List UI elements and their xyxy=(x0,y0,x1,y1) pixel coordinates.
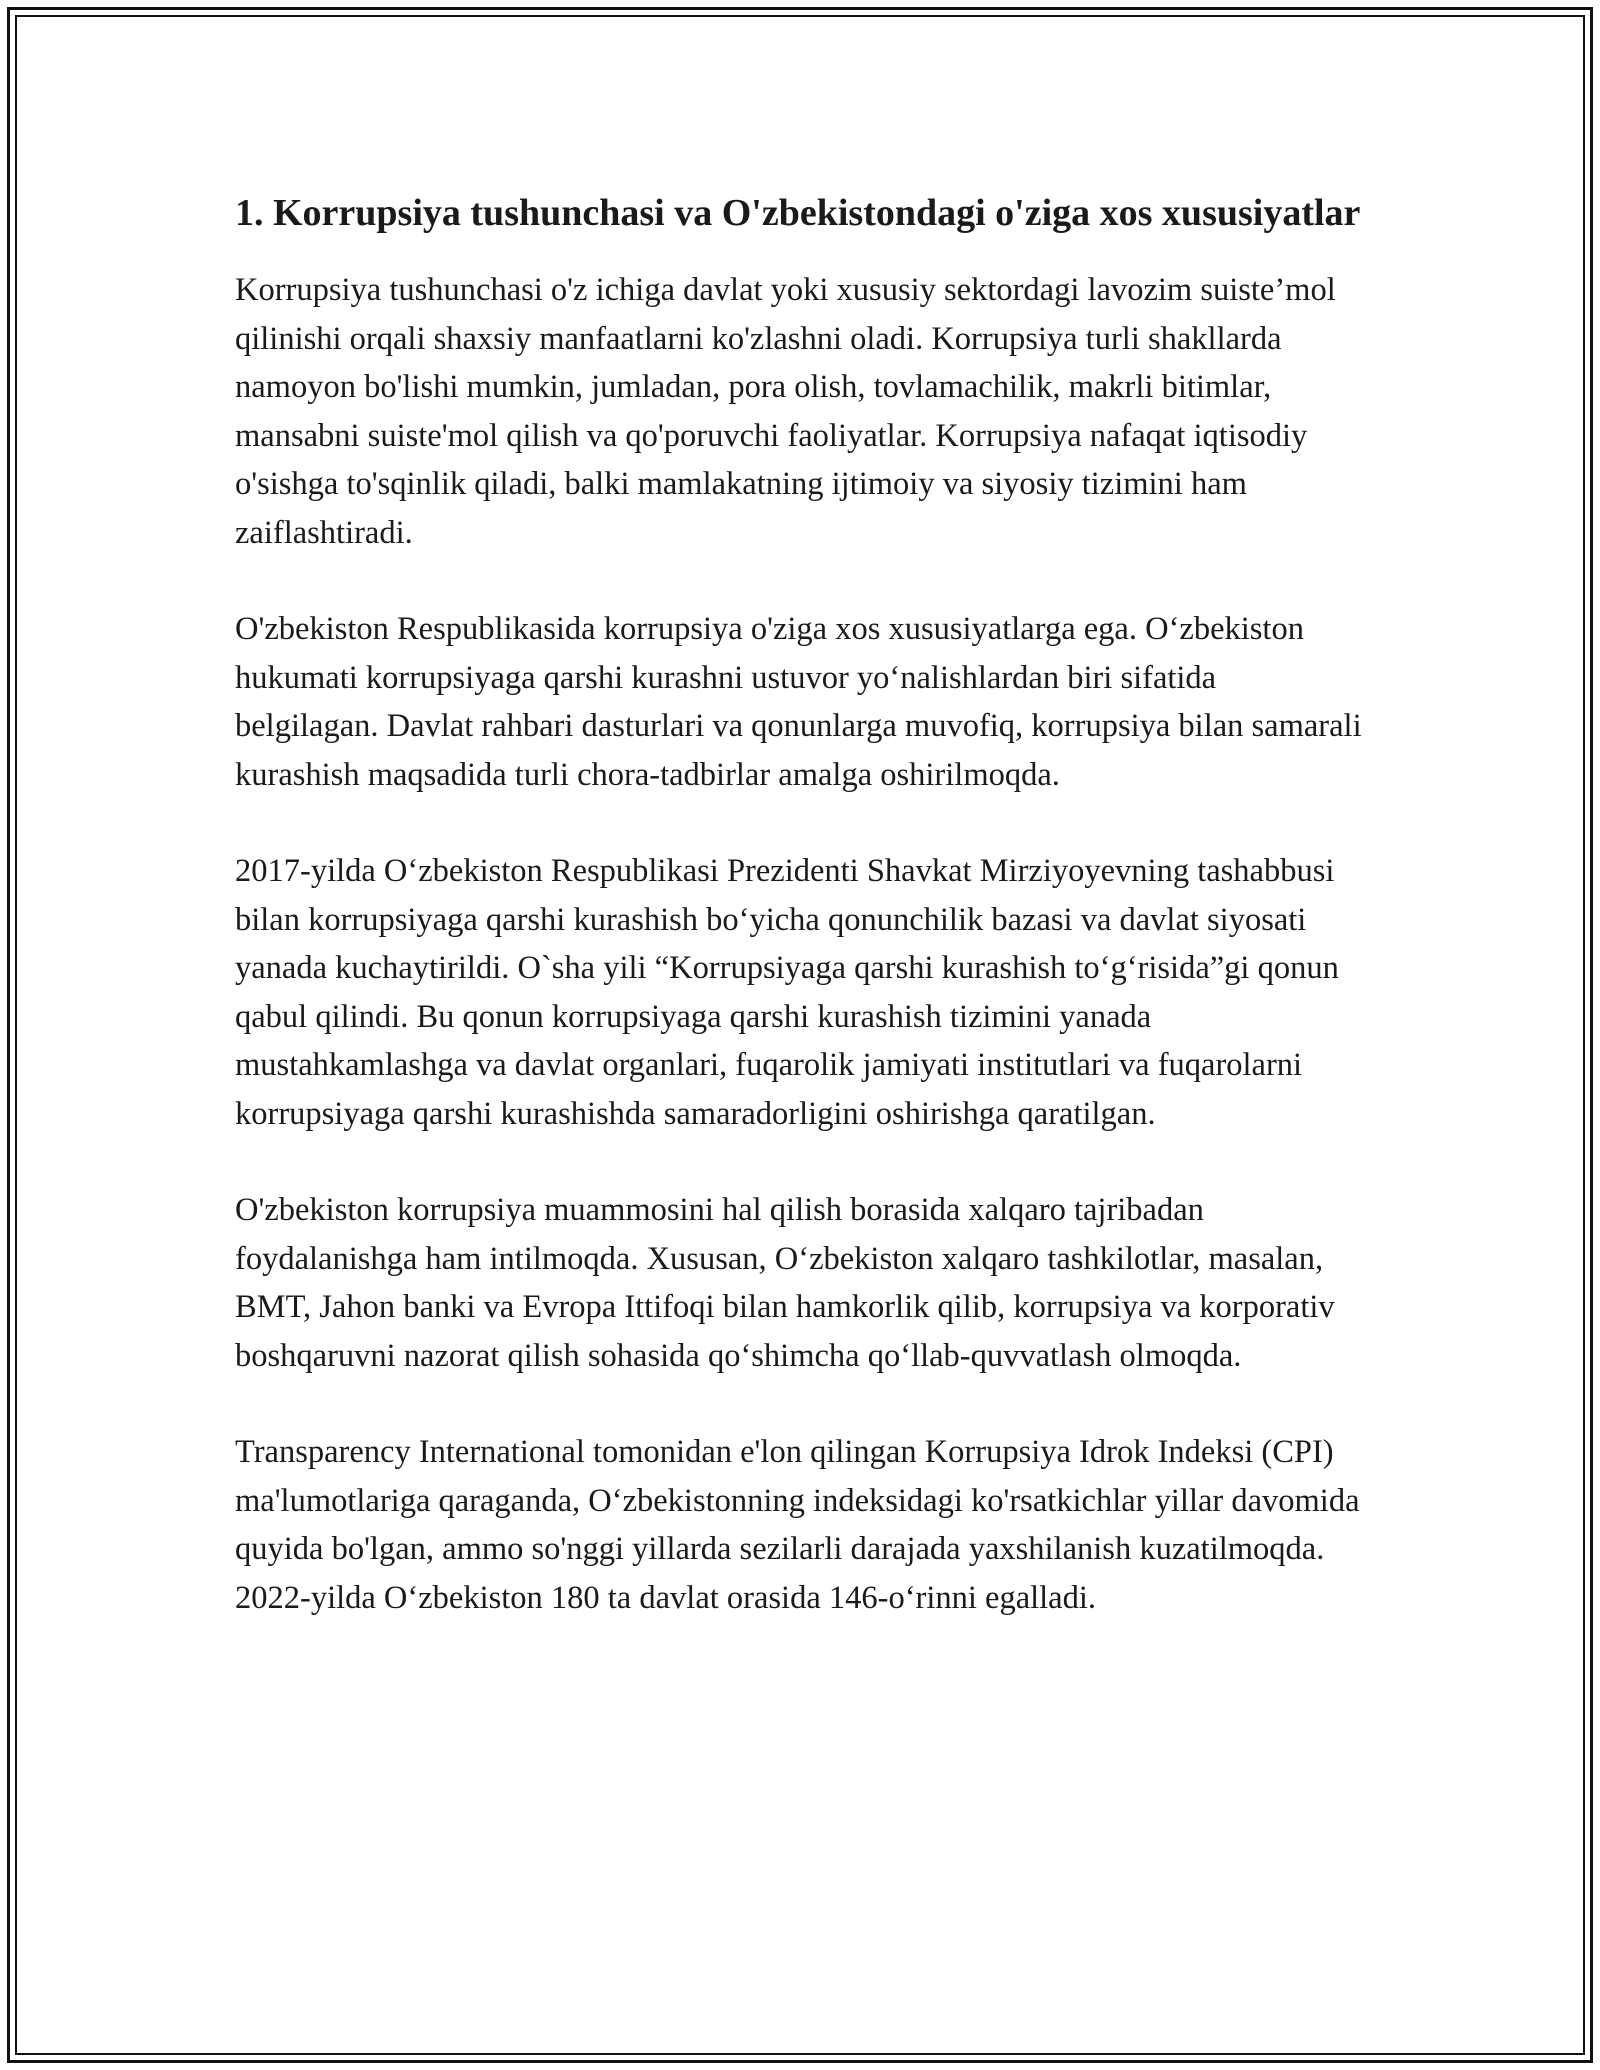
paragraph-definition: Korrupsiya tushunchasi o'z ichiga davlat yoki xususiy sektordagi lavozim suiste’mol qilinishi orqali shaxsiy manfaatlarni ko'zlashni oladi. Korrupsiya turli shakllarda namoyon bo'lishi mumkin, jumladan, pora olish, tovlamachilik, makrli bitimlar, mansabni suiste'mol qilish va qo'poruvchi faoliyatlar. Korrupsiya nafaqat iqtisodiy o'sishga to'sqinlik qiladi, balki mamlakatning ijtimoiy va siyosiy tizimini ham zaiflashtiradi. xyxy=(235,272,1336,551)
paragraph-uzbekistan-features: O'zbekiston Respublikasida korrupsiya o'ziga xos xususiyatlarga ega. O‘zbekiston hukumati korrupsiyaga qarshi kurashni ustuvor yo‘nalishlardan biri sifatida belgilagan. Davlat rahbari dasturlari va qonunlarga muvofiq, korrupsiya bilan samarali kurashish maqsadida turli chora-tadbirlar amalga oshirilmoqda. xyxy=(235,611,1362,793)
section-heading: 1. Korrupsiya tushunchasi va O'zbekistondagi o'ziga xos xususiyatlar xyxy=(235,192,1361,234)
paragraph-2017-law: 2017-yilda O‘zbekiston Respublikasi Prezidenti Shavkat Mirziyoyevning tashabbusi bilan korrupsiyaga qarshi kurashish bo‘yicha qonunchilik bazasi va davlat siyosati yanada kuchaytirildi. O`sha yili “Korrupsiyaga qarshi kurashish to‘g‘risida”gi qonun qabul qilindi. Bu qonun korrupsiyaga qarshi kurashish tizimini yanada mustahkamlashga va davlat organlari, fuqarolik jamiyati institutlari va fuqarolarni korrupsiyaga qarshi kurashishda samaradorligini oshirishga qaratilgan. xyxy=(235,853,1339,1132)
paragraph-cpi-ranking: Transparency International tomonidan e'lon qilingan Korrupsiya Idrok Indeksi (CPI) ma'lumotlariga qaraganda, O‘zbekistonning indeksidagi ko'rsatkichlar yillar davomida quyida bo'lgan, ammo so'nggi yillarda sezilarli darajada yaxshilanish kuzatilmoqda. 2022-yilda O‘zbekiston 180 ta davlat orasida 146-o‘rinni egalladi. xyxy=(235,1434,1360,1616)
paragraph-international-cooperation: O'zbekiston korrupsiya muammosini hal qilish borasida xalqaro tajribadan foydalanishga ham intilmoqda. Xususan, O‘zbekiston xalqaro tashkilotlar, masalan, BMT, Jahon banki va Evropa Ittifoqi bilan hamkorlik qilib, korrupsiya va korporativ boshqaruvni nazorat qilish sohasida qo‘shimcha qo‘llab-quvvatlash olmoqda. xyxy=(235,1192,1335,1374)
document-body xyxy=(235,186,1365,1670)
